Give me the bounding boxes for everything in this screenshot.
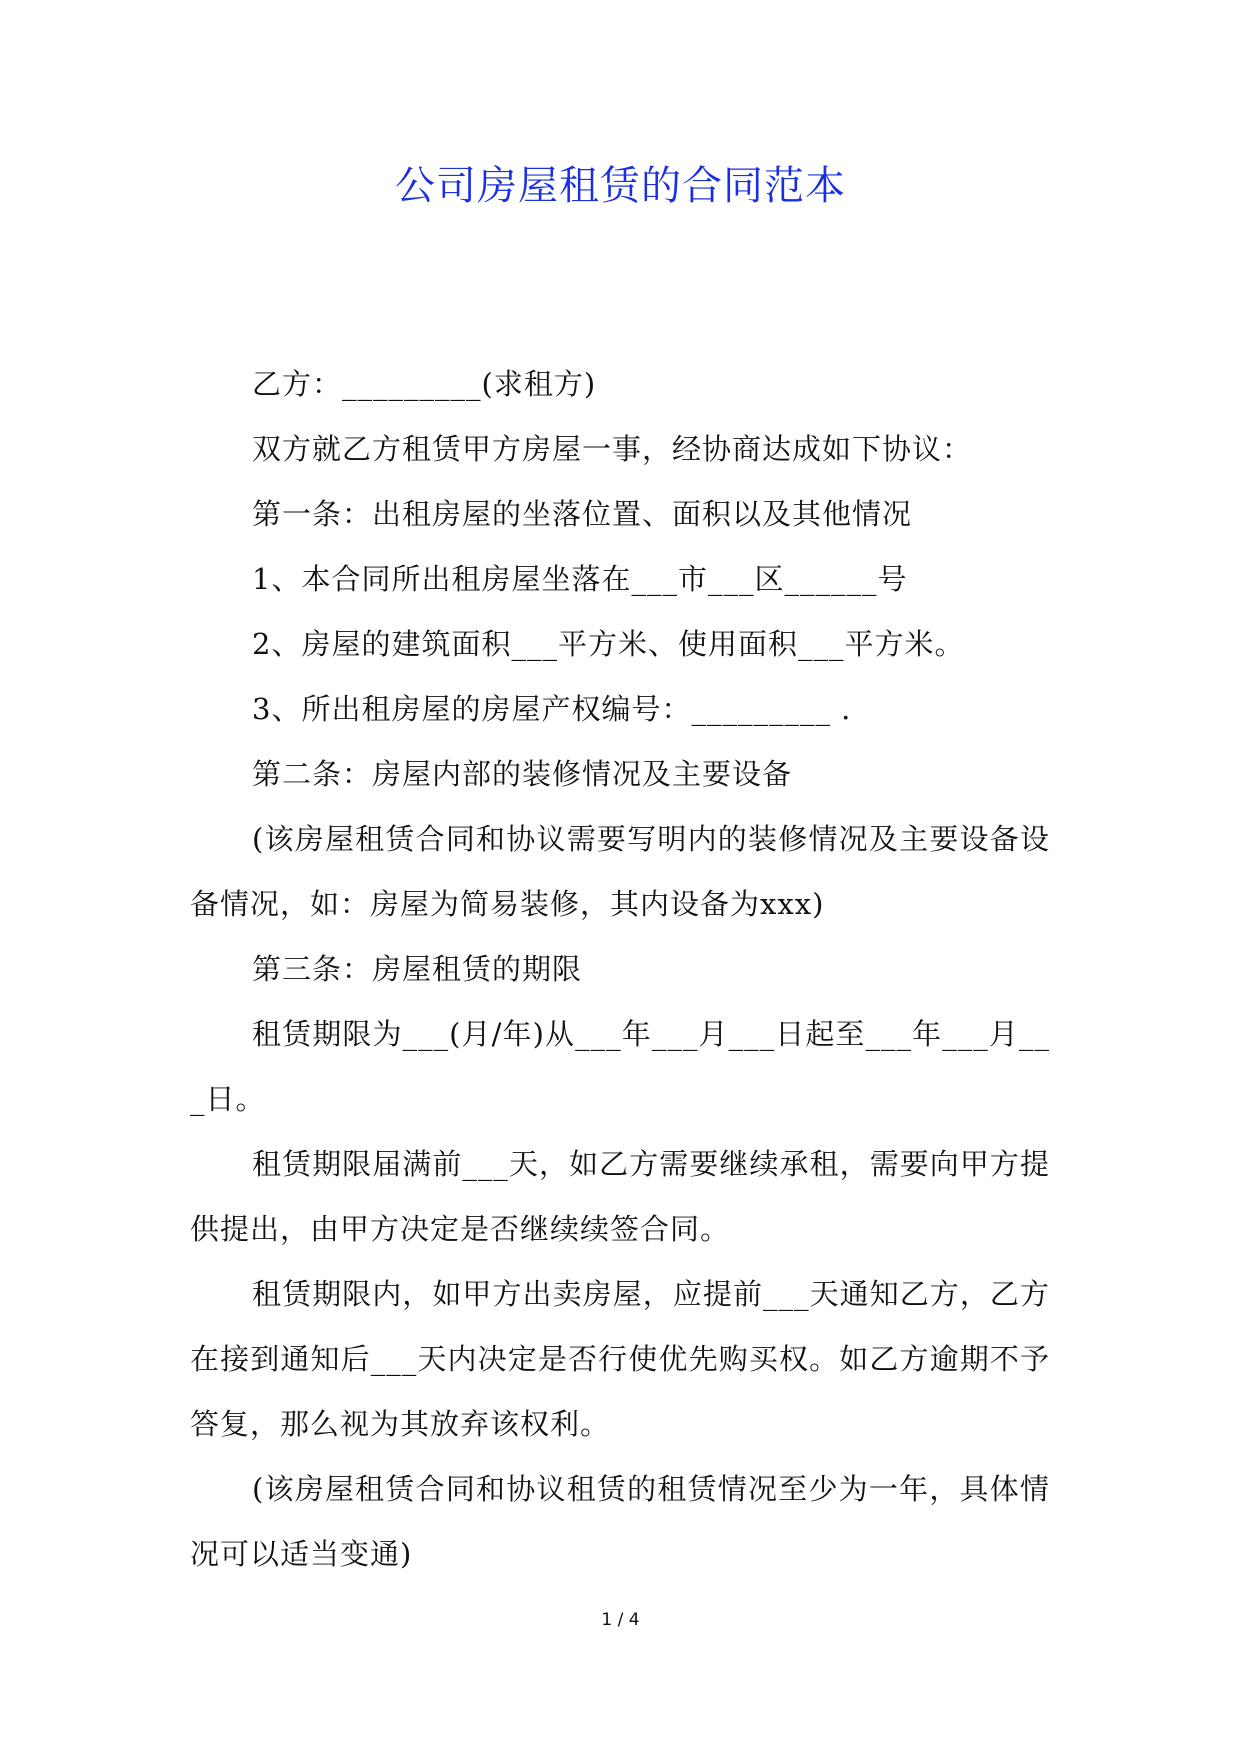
article-2-heading: 第二条：房屋内部的装修情况及主要设备 <box>252 757 793 791</box>
article-1-item-2: 2、房屋的建筑面积___平方米、使用面积___平方米。 <box>252 627 965 661</box>
document-title: 公司房屋租赁的合同范本 <box>395 163 846 209</box>
page-number: 1 / 4 <box>601 1610 640 1630</box>
article-1-item-1: 1、本合同所出租房屋坐落在___市___区______号 <box>252 562 908 596</box>
article-1-heading: 第一条：出租房屋的坐落位置、面积以及其他情况 <box>252 497 913 531</box>
article-3-renewal: 租赁期限届满前___天，如乙方需要继续承租，需要向甲方提供提出，由甲方决定是否继续续签合同。 <box>190 1147 1050 1246</box>
article-3-sale-notice: 租赁期限内，如甲方出卖房屋，应提前___天通知乙方，乙方在接到通知后___天内决定是否行使优先购买权。如乙方逾期不予答复，那么视为其放弃该权利。 <box>190 1277 1050 1441</box>
article-2-note: (该房屋租赁合同和协议需要写明内的装修情况及主要设备设备情况，如：房屋为简易装修，其内设备为xxx) <box>190 822 1050 921</box>
paragraph-party-b: 乙方：_________(求租方) <box>252 367 597 401</box>
article-3-note: (该房屋租赁合同和协议租赁的租赁情况至少为一年，具体情况可以适当变通) <box>190 1472 1050 1571</box>
article-1-item-3: 3、所出租房屋的房屋产权编号：_________ . <box>252 692 852 726</box>
document-body <box>190 352 1050 1587</box>
article-3-heading: 第三条：房屋租赁的期限 <box>252 952 583 986</box>
article-3-term: 租赁期限为___(月/年)从___年___月___日起至___年___月___日。 <box>190 1017 1050 1116</box>
paragraph-agreement-intro: 双方就乙方租赁甲方房屋一事，经协商达成如下协议： <box>252 432 973 466</box>
